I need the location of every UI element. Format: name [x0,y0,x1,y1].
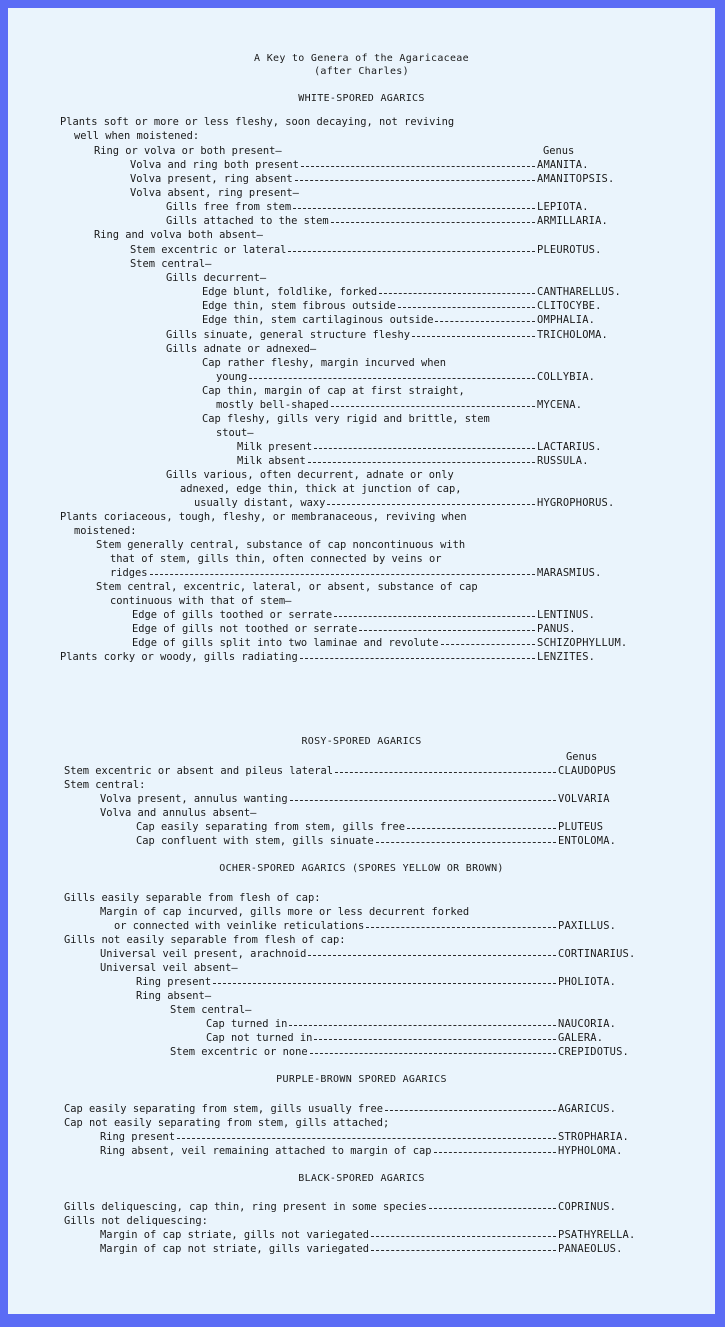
key-line [130,243,647,257]
key-line-text: Volva absent, ring present— [130,187,299,199]
key-line-text: Edge thin, stem cartilaginous outside [202,314,434,326]
key-line-text: Gills adnate or adnexed— [166,343,317,355]
key-line-text: Cap not easily separating from stem, gills attached; [64,1117,390,1129]
leader-dashes [249,378,535,379]
genus-name: PLUTEUS [558,821,604,833]
key-line [170,1045,668,1059]
key-line-text: mostly bell-shaped [216,399,329,411]
key-line [180,482,462,496]
genus-name: STROPHARIA. [558,1131,630,1143]
key-line [166,468,454,482]
genus-column-header: Genus [543,145,575,157]
leader-dashes [293,208,535,209]
leader-dashes [379,293,535,294]
key-line-text: Volva present, annulus wanting [100,793,288,805]
leader-dashes [177,1138,556,1139]
key-line-text: Gills deliquescing, cap thin, ring present in some species [64,1201,427,1213]
key-line [100,961,238,975]
key-line [216,370,647,384]
genus-name: CANTHARELLUS. [537,286,621,298]
key-line-text: Stem central— [170,1004,252,1016]
section-heading: WHITE-SPORED AGARICS [298,93,425,104]
leader-dashes [407,828,556,829]
leader-dashes [213,983,556,984]
leader-dashes [331,222,535,223]
key-line-text: Cap easily separating from stem, gills free [136,821,405,833]
key-line [237,454,647,468]
genus-name: HYGROPHORUS. [537,497,615,509]
key-line [202,384,465,398]
key-line [110,594,291,608]
key-line [136,834,668,848]
key-line [110,552,442,566]
key-line-text: or connected with veinlike reticulations [114,920,365,932]
key-line [64,764,668,778]
key-line [202,313,647,327]
key-line [64,1200,668,1214]
genus-name: CORTINARIUS. [558,948,636,960]
section-heading: BLACK-SPORED AGARICS [298,1173,425,1184]
leader-dashes [331,406,535,407]
leader-dashes [301,166,535,167]
key-line-text: adnexed, edge thin, thick at junction of cap, [180,483,462,495]
key-line [64,1214,208,1228]
genus-name: GALERA. [558,1032,604,1044]
key-line [74,129,199,143]
leader-dashes [434,1152,556,1153]
section-heading: OCHER-SPORED AGARICS (SPORES YELLOW OR BROWN) [219,863,504,874]
genus-name: MYCENA. [537,399,583,411]
key-line-text: Cap not turned in [206,1032,313,1044]
leader-dashes [290,800,556,801]
key-line-text: moistened: [74,525,137,537]
genus-name: NAUCORIA. [558,1018,617,1030]
key-line [206,1031,668,1045]
key-line [94,228,263,242]
key-line [100,947,668,961]
key-line-text: Cap easily separating from stem, gills usually free [64,1103,384,1115]
leader-dashes [288,251,535,252]
key-line [74,524,137,538]
genus-column-header: Genus [566,751,598,763]
key-line [110,566,647,580]
key-line-text: Volva present, ring absent [130,173,293,185]
key-line-text: Edge of gills toothed or serrate [132,609,333,621]
key-line-text: Gills sinuate, general structure fleshy [166,329,410,341]
key-line-text: Edge of gills not toothed or serrate [132,623,358,635]
key-line-text: Gills free from stem [166,201,292,213]
genus-name: COLLYBIA. [537,371,596,383]
genus-name: TRICHOLOMA. [537,329,609,341]
genus-name: COPRINUS. [558,1201,617,1213]
key-line-text: ridges [110,567,148,579]
section-heading: PURPLE-BROWN SPORED AGARICS [276,1074,447,1085]
key-line [96,538,465,552]
genus-name: CLITOCYBE. [537,300,602,312]
key-line [100,1144,668,1158]
key-line-text: Plants corky or woody, gills radiating [60,651,298,663]
genus-name: PLEUROTUS. [537,244,602,256]
key-line [130,172,647,186]
genus-name: PAXILLUS. [558,920,617,932]
key-line-text: Margin of cap striate, gills not variegated [100,1229,369,1241]
key-line-text: Cap thin, margin of cap at first straight, [202,385,465,397]
leader-dashes [412,336,535,337]
key-line-text: Gills attached to the stem [166,215,329,227]
key-line [64,1116,389,1130]
key-line-text: Plants soft or more or less fleshy, soon decaying, not reviving [60,116,455,128]
genus-name: HYPHOLOMA. [558,1145,623,1157]
key-line [130,158,647,172]
key-line-text: Margin of cap not striate, gills variegated [100,1243,369,1255]
key-line-text: Volva and annulus absent— [100,807,257,819]
document-page [8,8,715,1314]
key-line [100,1130,668,1144]
key-line-text: Gills various, often decurrent, adnate or only [166,469,454,481]
key-line-text: Stem excentric or none [170,1046,308,1058]
key-line-text: Edge blunt, foldlike, forked [202,286,378,298]
key-line-text: Volva and ring both present [130,159,299,171]
key-line [60,115,454,129]
genus-name: PHOLIOTA. [558,976,617,988]
key-line [136,989,211,1003]
genus-name: MARASMIUS. [537,567,602,579]
leader-dashes [398,307,535,308]
key-line [202,356,446,370]
genus-name: RUSSULA. [537,455,589,467]
key-line [100,806,256,820]
key-line [202,412,490,426]
key-line-text: Plants coriaceous, tough, fleshy, or membranaceous, reviving when [60,511,467,523]
key-line [202,285,647,299]
key-line [96,580,478,594]
leader-dashes [335,772,556,773]
key-line [166,214,647,228]
genus-name: PSATHYRELLA. [558,1229,636,1241]
key-line-text: Ring or volva or both present— [94,145,282,157]
leader-dashes [359,630,535,631]
key-line-text: that of stem, gills thin, often connected by veins or [110,553,442,565]
key-line-text: Stem excentric or absent and pileus lateral [64,765,333,777]
genus-name: VOLVARIA [558,793,610,805]
genus-name: LENZITES. [537,651,596,663]
genus-name: PANUS. [537,623,576,635]
key-line [130,186,299,200]
genus-name: LENTINUS. [537,609,596,621]
key-line [216,426,254,440]
key-line-text: Ring and volva both absent— [94,229,263,241]
genus-name: AGARICUS. [558,1103,617,1115]
leader-dashes [314,1039,556,1040]
genus-name: AMANITOPSIS. [537,173,615,185]
leader-dashes [334,616,535,617]
key-line [136,820,668,834]
key-line [132,608,647,622]
genus-name: ARMILLARIA. [537,215,609,227]
leader-dashes [289,1025,556,1026]
leader-dashes [385,1110,556,1111]
key-line-text: Stem central, excentric, lateral, or absent, substance of cap [96,581,478,593]
key-line [194,496,647,510]
key-line [130,257,211,271]
key-line-text: Gills decurrent— [166,272,267,284]
key-line-text: Ring present [136,976,212,988]
key-line [132,636,647,650]
key-line-text: Cap fleshy, gills very rigid and brittle, stem [202,413,490,425]
key-line [64,891,320,905]
key-line [237,440,647,454]
key-line [166,200,647,214]
key-line-text: Universal veil absent— [100,962,238,974]
leader-dashes [150,574,535,575]
key-line-text: Ring absent, veil remaining attached to margin of cap [100,1145,432,1157]
key-line [166,328,647,342]
key-line-text: usually distant, waxy [194,497,326,509]
key-line [206,1017,668,1031]
key-line [166,342,316,356]
key-line-text: Stem excentric or lateral [130,244,287,256]
key-line [64,933,346,947]
key-line [114,919,668,933]
key-line [60,510,467,524]
key-line-text: continuous with that of stem— [110,595,292,607]
key-line [202,299,647,313]
key-line-text: Universal veil present, arachnoid [100,948,307,960]
genus-name: PANAEOLUS. [558,1243,623,1255]
leader-dashes [429,1208,556,1209]
key-line-text: Cap turned in [206,1018,288,1030]
key-line [100,1242,668,1256]
leader-dashes [371,1236,556,1237]
document-title: A Key to Genera of the Agaricaceae [254,53,469,64]
key-line [60,650,647,664]
key-line-text: Ring absent— [136,990,212,1002]
key-line-text: well when moistened: [74,130,200,142]
key-line-text: Milk present [237,441,313,453]
leader-dashes [308,462,535,463]
key-line [100,905,469,919]
leader-dashes [327,504,535,505]
key-line-text: Edge thin, stem fibrous outside [202,300,396,312]
leader-dashes [295,180,535,181]
leader-dashes [366,927,556,928]
genus-name: OMPHALIA. [537,314,596,326]
key-line-text: Stem central: [64,779,146,791]
key-line-text: Stem generally central, substance of cap noncontinuous with [96,539,466,551]
key-line-text: Milk absent [237,455,306,467]
section-heading: ROSY-SPORED AGARICS [301,736,422,747]
key-line [64,1102,668,1116]
genus-name: LACTARIUS. [537,441,602,453]
key-line [100,1228,668,1242]
genus-name: ENTOLOMA. [558,835,617,847]
leader-dashes [314,448,535,449]
key-line [216,398,647,412]
leader-dashes [308,955,556,956]
leader-dashes [310,1053,556,1054]
leader-dashes [376,842,556,843]
key-line-text: Stem central— [130,258,212,270]
genus-name: AMANITA. [537,159,589,171]
key-line [100,792,668,806]
leader-dashes [371,1250,556,1251]
document-subtitle: (after Charles) [314,66,409,77]
key-line-text: Cap confluent with stem, gills sinuate [136,835,374,847]
key-line [166,271,266,285]
key-line [132,622,647,636]
key-line-text: Ring present [100,1131,176,1143]
leader-dashes [441,644,535,645]
genus-name: CLAUDOPUS [558,765,617,777]
key-line-text: Gills not deliquescing: [64,1215,208,1227]
key-line-text: Edge of gills split into two laminae and revolute [132,637,439,649]
key-line [94,144,282,158]
key-line-text: Margin of cap incurved, gills more or less decurrent forked [100,906,470,918]
genus-name: LEPIOTA. [537,201,589,213]
genus-name: CREPIDOTUS. [558,1046,630,1058]
key-line [170,1003,251,1017]
key-line [64,778,145,792]
key-line-text: young [216,371,248,383]
leader-dashes [300,658,535,659]
key-line-text: Gills not easily separable from flesh of cap: [64,934,346,946]
key-line-text: Gills easily separable from flesh of cap: [64,892,321,904]
key-line-text: Cap rather fleshy, margin incurved when [202,357,446,369]
leader-dashes [435,321,535,322]
genus-name: SCHIZOPHYLLUM. [537,637,628,649]
key-line [136,975,668,989]
key-line-text: stout— [216,427,254,439]
